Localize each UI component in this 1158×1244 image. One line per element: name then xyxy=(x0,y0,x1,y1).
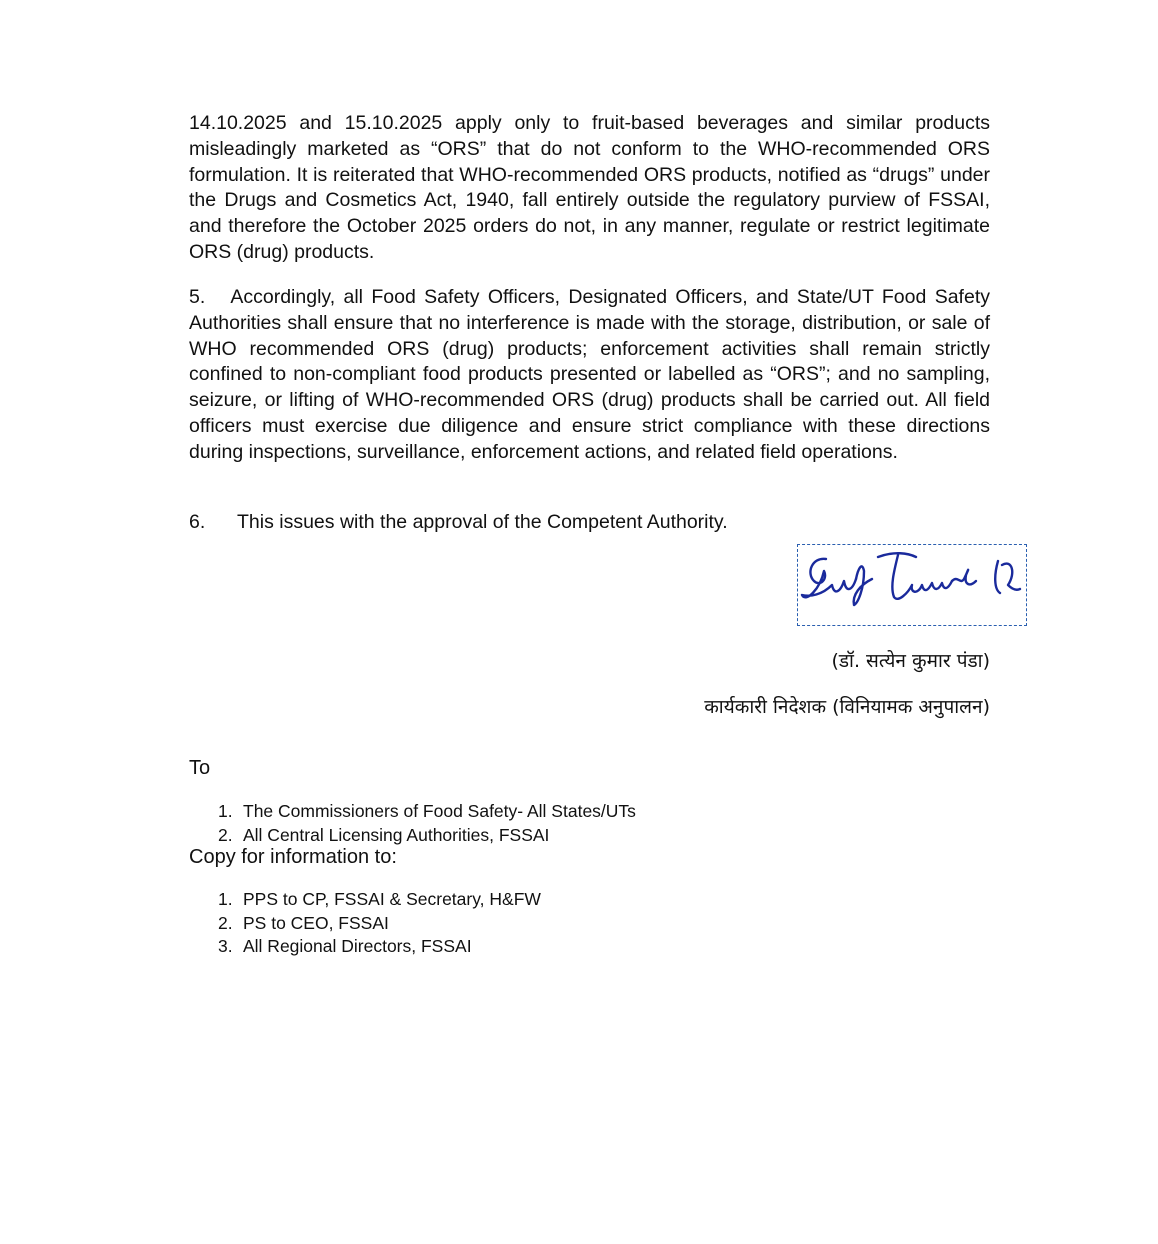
paragraph-6-text: This issues with the approval of the Competent Authority. xyxy=(237,511,728,533)
list-item-number: 2. xyxy=(218,824,233,845)
recipient-list xyxy=(218,800,636,847)
list-item-text: All Central Licensing Authorities, FSSAI xyxy=(243,824,550,845)
list-item-text: The Commissioners of Food Safety- All States/UTs xyxy=(243,801,636,821)
list-item-text: All Regional Directors, FSSAI xyxy=(243,936,472,956)
list-item xyxy=(218,824,636,848)
signer-name: (डॉ. सत्येन कुमार पंडा) xyxy=(831,650,990,672)
list-item-text: PS to CEO, FSSAI xyxy=(243,912,389,933)
paragraph-4-continuation: 14.10.2025 and 15.10.2025 apply only to fruit-based beverages and similar products misleadingly marketed as “ORS” that do not conform to the WHO-recommended ORS formulation. It is reiterated that WHO-recommended ORS products, notified as “drugs” under the Drugs and Cosmetics Act, 1940, fall entirely outside the regulatory purview of FSSAI, and therefore the October 2025 orders do not, in any manner, regulate or restrict legitimate ORS (drug) products. xyxy=(189,112,990,263)
copy-list xyxy=(218,888,541,959)
signer-designation: कार्यकारी निदेशक (विनियामक अनुपालन) xyxy=(704,696,990,718)
paragraph-5-number: 5. xyxy=(189,286,206,308)
paragraph-6 xyxy=(189,510,728,536)
list-item xyxy=(218,800,636,824)
copy-label: Copy for information to: xyxy=(189,846,397,868)
paragraph-6-number: 6. xyxy=(189,511,206,533)
list-item-number: 2. xyxy=(218,912,233,933)
handwritten-signature-icon xyxy=(798,545,1028,627)
paragraph-5-text: Accordingly, all Food Safety Officers, Designated Officers, and State/UT Food Safety Authorities shall ensure that no interference is made with the storage, distribution, or sale of WHO recommended ORS (drug) products; enforcement activities shall remain strictly confined to non-compliant food products presented or labelled as “ORS”; and no sampling, seizure, or lifting of WHO-recommended ORS (drug) products shall be carried out. All field officers must exercise due diligence and ensure strict compliance with these directions during inspections, surveillance, enforcement actions, and related field operations. xyxy=(189,286,990,463)
list-item-number: 1. xyxy=(218,801,233,821)
digital-signature-box xyxy=(797,544,1027,626)
list-item xyxy=(218,912,541,936)
paragraph-5 xyxy=(189,285,990,466)
list-item-number: 3. xyxy=(218,936,233,956)
list-item-text: PPS to CP, FSSAI & Secretary, H&FW xyxy=(243,889,541,909)
list-item-number: 1. xyxy=(218,889,233,909)
list-item xyxy=(218,888,541,912)
list-item xyxy=(218,935,541,959)
to-label: To xyxy=(189,757,211,779)
